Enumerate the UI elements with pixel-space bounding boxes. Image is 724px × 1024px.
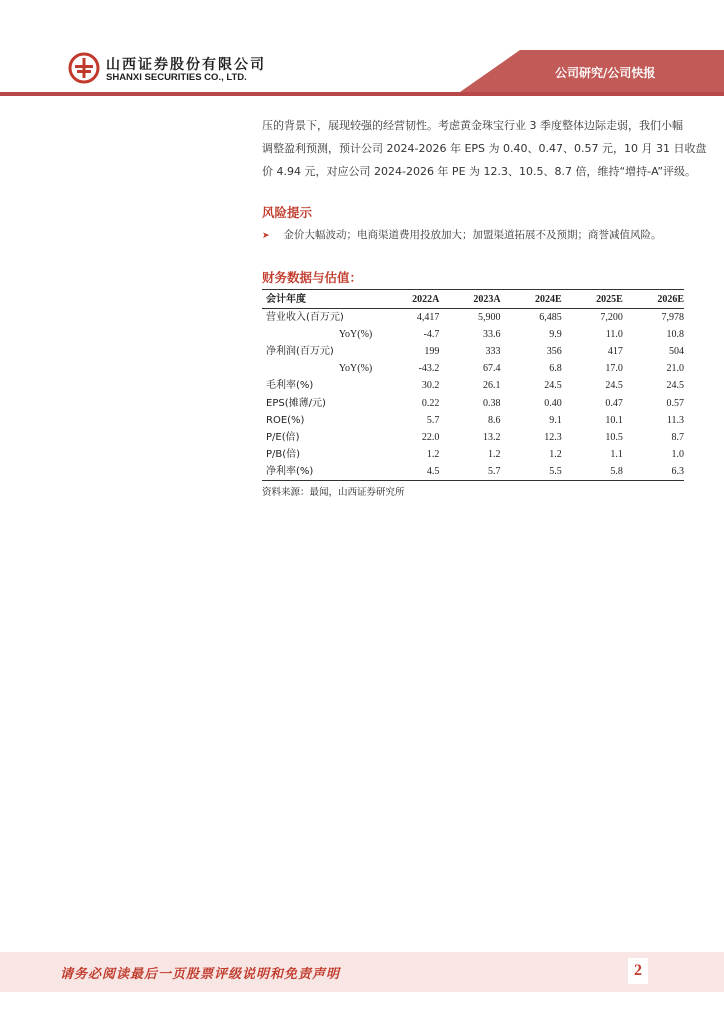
company-name-cn: 山西证券股份有限公司 [106, 57, 266, 73]
report-category: 公司研究/公司快报 [555, 66, 656, 80]
company-name-en: SHANXI SECURITIES CO., LTD. [106, 72, 247, 83]
table-row [262, 360, 684, 377]
row-label: ROE(%) [266, 414, 305, 426]
table-cell: 9.9 [549, 329, 562, 341]
column-header: 2023A [439, 290, 500, 309]
table-cell: 67.4 [483, 363, 501, 375]
paragraph-line: 价 4.94 元，对应公司 2024-2026 年 PE 为 12.3、10.5、8.7 倍，维持“增持-A”评级。 [262, 165, 697, 178]
row-label: 营业收入(百万元) [266, 312, 344, 324]
row-label: 净利润(百万元) [266, 346, 334, 358]
paragraph-line: 调整盈利预测，预计公司 2024-2026 年 EPS 为 0.40、0.47、0.57 元，10 月 31 日收盘 [262, 142, 707, 155]
table-cell: 1.2 [549, 448, 562, 460]
table-cell: 6.8 [549, 363, 562, 375]
table-cell: 9.1 [549, 414, 562, 426]
data-source-note: 资料来源：最闻，山西证券研究所 [262, 487, 405, 498]
table-cell: 0.40 [544, 397, 562, 409]
table-cell: 417 [607, 346, 623, 358]
table-cell: 7,978 [661, 312, 684, 324]
table-cell: 5.7 [426, 414, 440, 426]
column-header: 2022A [378, 290, 439, 309]
table-cell: 10.8 [666, 329, 684, 341]
table-cell: 8.6 [488, 414, 501, 426]
table-cell: 1.2 [488, 448, 501, 460]
table-body [262, 309, 684, 481]
table-cell: 6,485 [539, 312, 562, 324]
arrow-bullet-icon: ➤ [262, 231, 270, 241]
row-label: P/E(倍) [266, 431, 300, 443]
table-cell: 21.0 [666, 363, 684, 375]
table-row [262, 463, 684, 481]
column-header: 会计年度 [262, 290, 378, 309]
table-row [262, 429, 684, 446]
table-cell: 0.57 [666, 397, 684, 409]
table-cell: 7,200 [600, 312, 623, 324]
row-label: 毛利率(%) [266, 380, 314, 392]
table-cell: 0.47 [605, 397, 623, 409]
row-label: YoY(%) [338, 363, 373, 375]
header-rule [0, 92, 724, 96]
risk-item [262, 227, 692, 242]
table-cell: 504 [669, 346, 684, 358]
column-header: 2025E [562, 290, 623, 309]
table-cell: 199 [424, 346, 440, 358]
table-cell: 11.0 [605, 329, 623, 341]
table-cell: 1.1 [610, 448, 623, 460]
table-cell: 33.6 [483, 329, 501, 341]
footer-disclaimer: 请务必阅读最后一页股票评级说明和免责声明 [60, 967, 341, 982]
table-cell: 24.5 [666, 380, 684, 392]
table-cell: 8.7 [671, 431, 684, 443]
column-header: 2024E [501, 290, 562, 309]
table-cell: 0.22 [421, 397, 440, 409]
row-label: P/B(倍) [266, 448, 301, 460]
table-row [262, 343, 684, 360]
table-cell: 10.5 [605, 431, 623, 443]
table-cell: 30.2 [421, 380, 440, 392]
row-label: EPS(摊薄/元) [266, 397, 326, 409]
table-cell: 17.0 [605, 363, 623, 375]
table-header-row [262, 290, 684, 309]
page-number: 2 [628, 958, 648, 984]
table-row [262, 394, 684, 411]
table-cell: 13.2 [483, 431, 501, 443]
row-label: 净利率(%) [262, 463, 378, 481]
table-cell: 26.1 [483, 380, 501, 392]
table-cell: 6.3 [623, 463, 684, 481]
table-cell: 356 [546, 346, 562, 358]
table-cell: 4,417 [416, 312, 440, 324]
valuation-paragraph [262, 114, 707, 183]
table-cell: 333 [485, 346, 501, 358]
table-row [262, 309, 684, 327]
table-cell: 5.5 [501, 463, 562, 481]
risk-text: 金价大幅波动；电商渠道费用投放加大；加盟渠道拓展不及预期；商誉减值风险。 [283, 229, 662, 241]
row-label: YoY(%) [338, 329, 373, 341]
table-cell: 1.0 [671, 448, 684, 460]
table-cell: 4.5 [378, 463, 439, 481]
table-cell: 1.2 [426, 448, 440, 460]
table-cell: 0.38 [483, 397, 501, 409]
table-cell: 10.1 [605, 414, 623, 426]
table-row [262, 412, 684, 429]
table-cell: 24.5 [605, 380, 623, 392]
table-row [262, 377, 684, 394]
table-cell: 22.0 [421, 431, 440, 443]
table-cell: 5.7 [439, 463, 500, 481]
risk-section-title: 风险提示 [262, 205, 313, 220]
financial-section-title: 财务数据与估值： [262, 270, 363, 285]
table-row [262, 326, 684, 343]
table-cell: 11.3 [666, 414, 684, 426]
page-header [0, 0, 724, 100]
financial-table [262, 289, 684, 481]
column-header: 2026E [623, 290, 684, 309]
table-cell: 5.8 [562, 463, 623, 481]
paragraph-line: 压的背景下，展现较强的经营韧性。考虑黄金珠宝行业 3 季度整体边际走弱，我们小幅 [262, 119, 683, 132]
table-cell: -43.2 [418, 363, 440, 375]
table-cell: -4.7 [423, 329, 440, 341]
table-cell: 5,900 [478, 312, 501, 324]
table-cell: 24.5 [544, 380, 562, 392]
table-cell: 12.3 [544, 431, 562, 443]
table-row [262, 446, 684, 463]
